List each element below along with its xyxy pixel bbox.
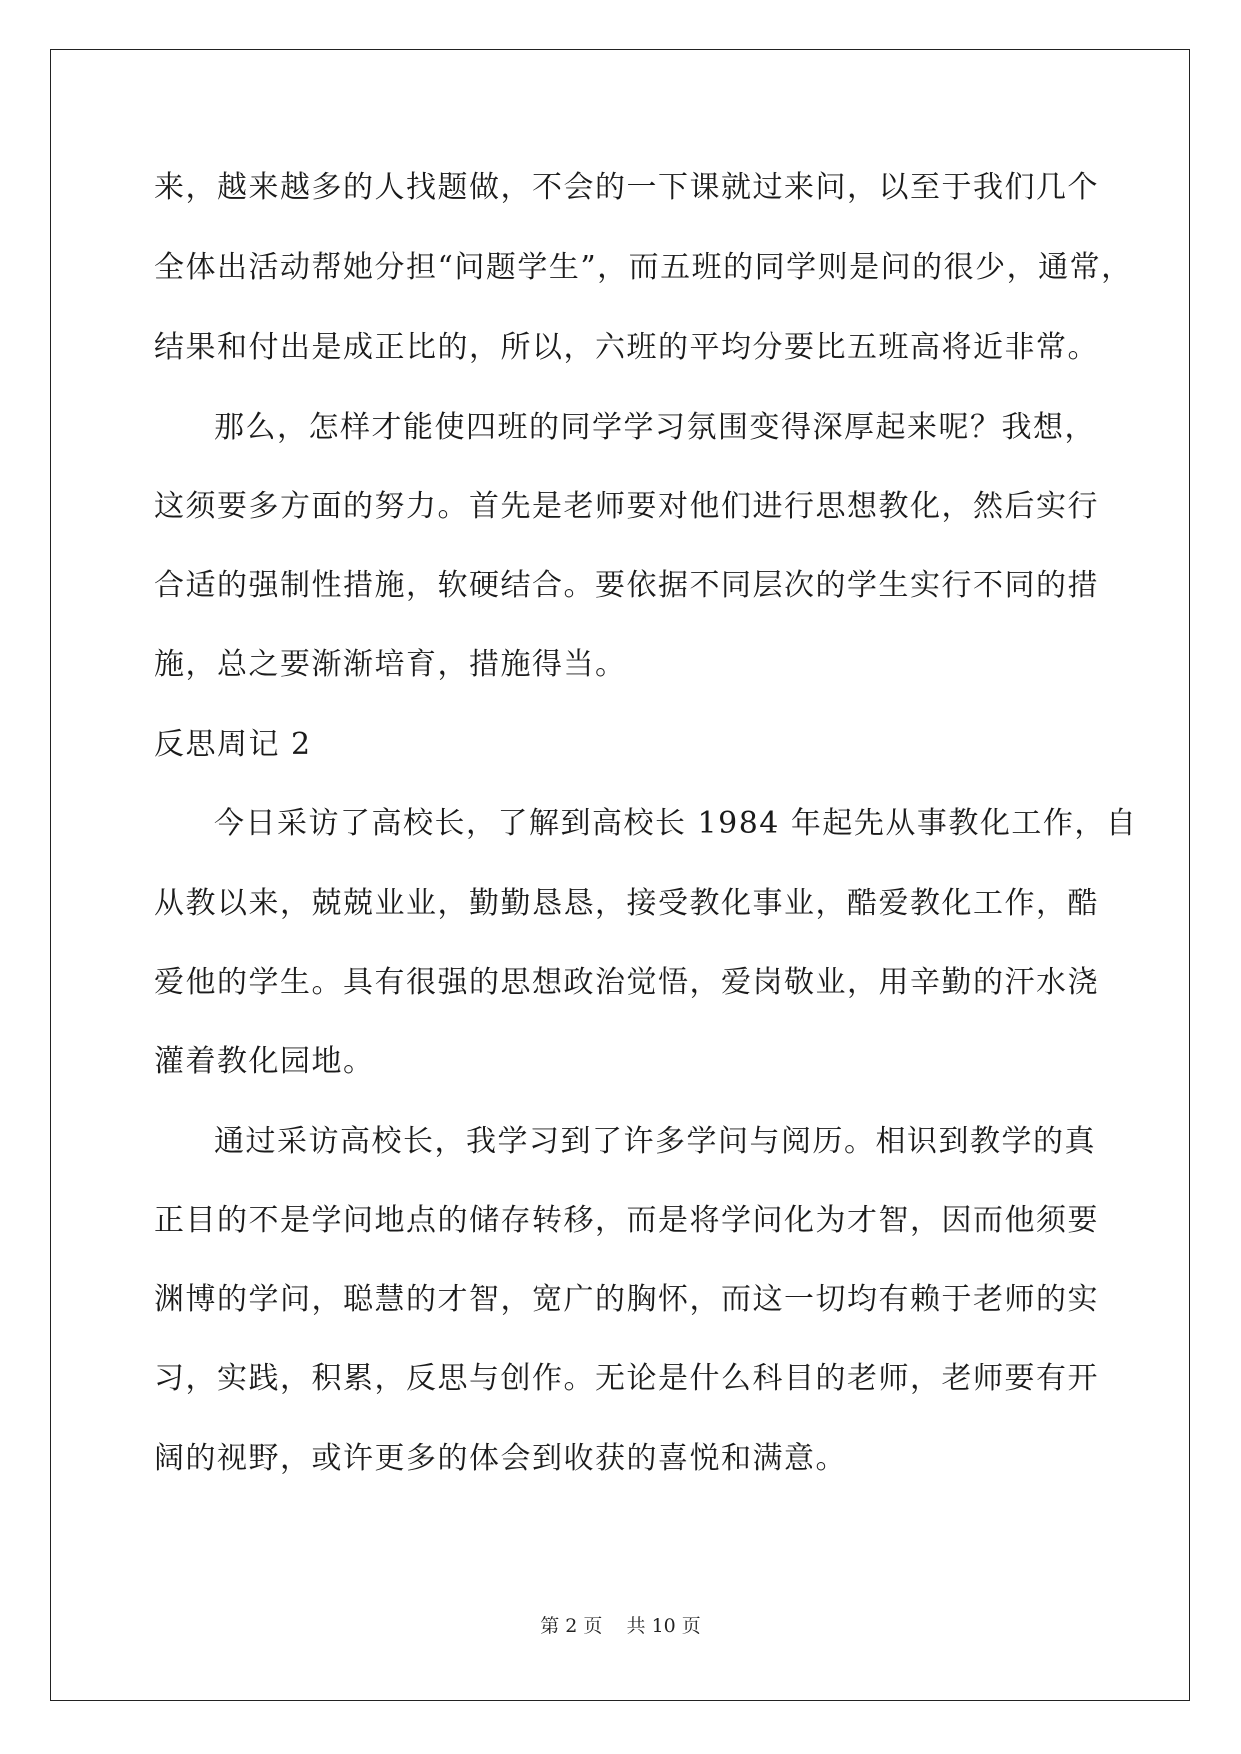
body-line: 正目的不是学问地点的储存转移，而是将学问化为才智，因而他须要 [154, 1203, 1099, 1238]
body-line: 阔的视野，或许更多的体会到收获的喜悦和满意。 [154, 1441, 847, 1476]
body-line: 灌着教化园地。 [154, 1044, 375, 1079]
body-line: 渊博的学问，聪慧的才智，宽广的胸怀，而这一切均有赖于老师的实 [154, 1282, 1099, 1317]
body-line: 全体出活动帮她分担“问题学生”，而五班的同学则是问的很少，通常， [154, 250, 1133, 285]
body-line: 施，总之要渐渐培育，措施得当。 [154, 647, 627, 682]
section-heading: 反思周记 2 [154, 727, 312, 762]
paragraph-start-line: 今日采访了高校长，了解到高校长 1984 年起先从事教化工作，自 [214, 806, 1138, 841]
page-total: 共 10 页 [626, 1615, 701, 1637]
paragraph-start-line: 那么，怎样才能使四班的同学学习氛围变得深厚起来呢？我想， [214, 410, 1096, 445]
body-line: 习，实践，积累，反思与创作。无论是什么科目的老师，老师要有开 [154, 1361, 1099, 1396]
body-line: 从教以来，兢兢业业，勤勤恳恳，接受教化事业，酷爱教化工作，酷 [154, 886, 1099, 921]
body-line: 合适的强制性措施，软硬结合。要依据不同层次的学生实行不同的措 [154, 568, 1099, 603]
page-footer [0, 1613, 1241, 1639]
page-number: 第 2 页 [540, 1615, 603, 1637]
paragraph-start-line: 通过采访高校长，我学习到了许多学问与阅历。相识到教学的真 [214, 1124, 1096, 1159]
body-line: 来，越来越多的人找题做，不会的一下课就过来问，以至于我们几个 [154, 170, 1099, 205]
body-line: 爱他的学生。具有很强的思想政治觉悟，爱岗敬业，用辛勤的汗水浇 [154, 965, 1099, 1000]
body-line: 这须要多方面的努力。首先是老师要对他们进行思想教化，然后实行 [154, 489, 1099, 524]
body-line: 结果和付出是成正比的，所以，六班的平均分要比五班高将近非常。 [154, 330, 1099, 365]
